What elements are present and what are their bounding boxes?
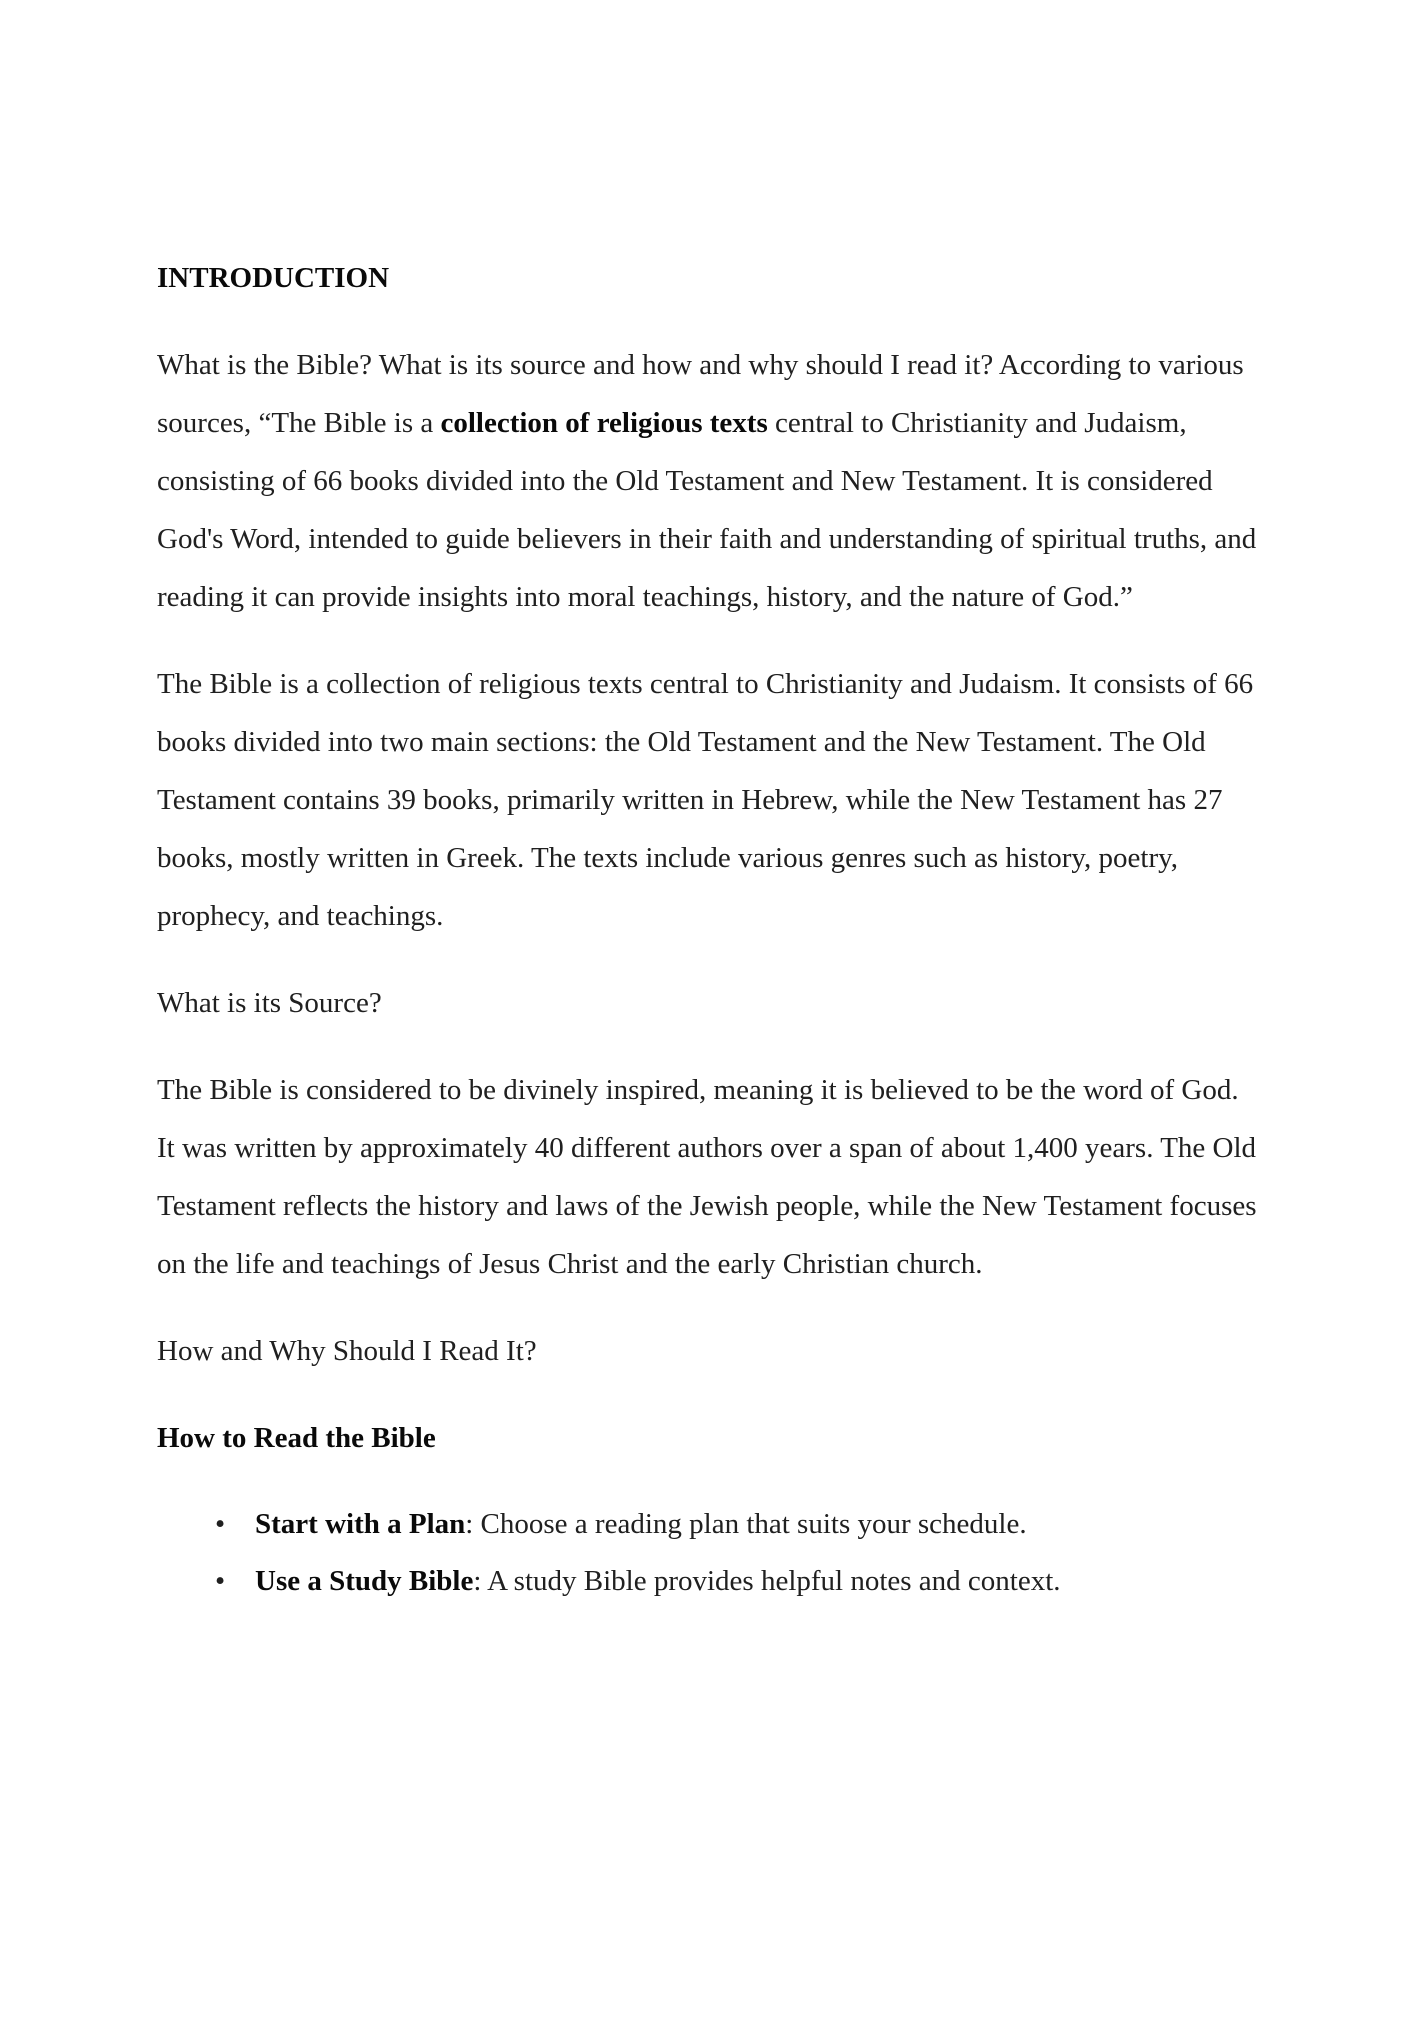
subheading-how-and-why: How and Why Should I Read It? bbox=[157, 1335, 537, 1367]
intro-paragraph-text-after: central to Christianity and Judaism, consisting of 66 books divided into the Old Testament and New Testament. It is considered God's Word, intended to guide believers in their faith and understanding of spiritual truths, and reading it can provide insights into moral teachings, history, and the nature of God.” bbox=[157, 407, 1257, 613]
source-paragraph: The Bible is considered to be divinely inspired, meaning it is believed to be the word of God. It was written by approximately 40 different authors over a span of about 1,400 years. The Old Testament reflects the history and laws of the Jewish people, while the New Testament focuses on the life and teachings of Jesus Christ and the early Christian church. bbox=[157, 1074, 1257, 1280]
subheading-what-is-its-source: What is its Source? bbox=[157, 987, 382, 1019]
intro-paragraph-text-before: What is the Bible? What is its source and how and why should I read it? According to various sources, “The Bible is a bbox=[157, 349, 1244, 439]
list-item-label: Start with a Plan bbox=[255, 1508, 466, 1540]
reading-tips-list bbox=[157, 1496, 1260, 1610]
section-heading-introduction: INTRODUCTION bbox=[157, 262, 390, 294]
list-item-use-a-study-bible bbox=[157, 1553, 1260, 1610]
list-item-text: : Choose a reading plan that suits your schedule. bbox=[465, 1508, 1027, 1540]
intro-paragraph-bold-phrase: collection of religious texts bbox=[440, 407, 768, 439]
subheading-how-to-read: How to Read the Bible bbox=[157, 1422, 436, 1454]
bullet-icon: • bbox=[215, 1508, 226, 1540]
list-item-text: : A study Bible provides helpful notes and context. bbox=[473, 1565, 1061, 1597]
intro-paragraph bbox=[157, 336, 1260, 626]
bullet-icon: • bbox=[215, 1565, 226, 1597]
list-item-start-with-a-plan bbox=[157, 1496, 1260, 1553]
bible-overview-paragraph: The Bible is a collection of religious texts central to Christianity and Judaism. It consists of 66 books divided into two main sections: the Old Testament and the New Testament. The Old Testament contains 39 books, primarily written in Hebrew, while the New Testament has 27 books, mostly written in Greek. The texts include various genres such as history, poetry, prophecy, and teachings. bbox=[157, 668, 1254, 932]
list-item-label: Use a Study Bible bbox=[255, 1565, 474, 1597]
